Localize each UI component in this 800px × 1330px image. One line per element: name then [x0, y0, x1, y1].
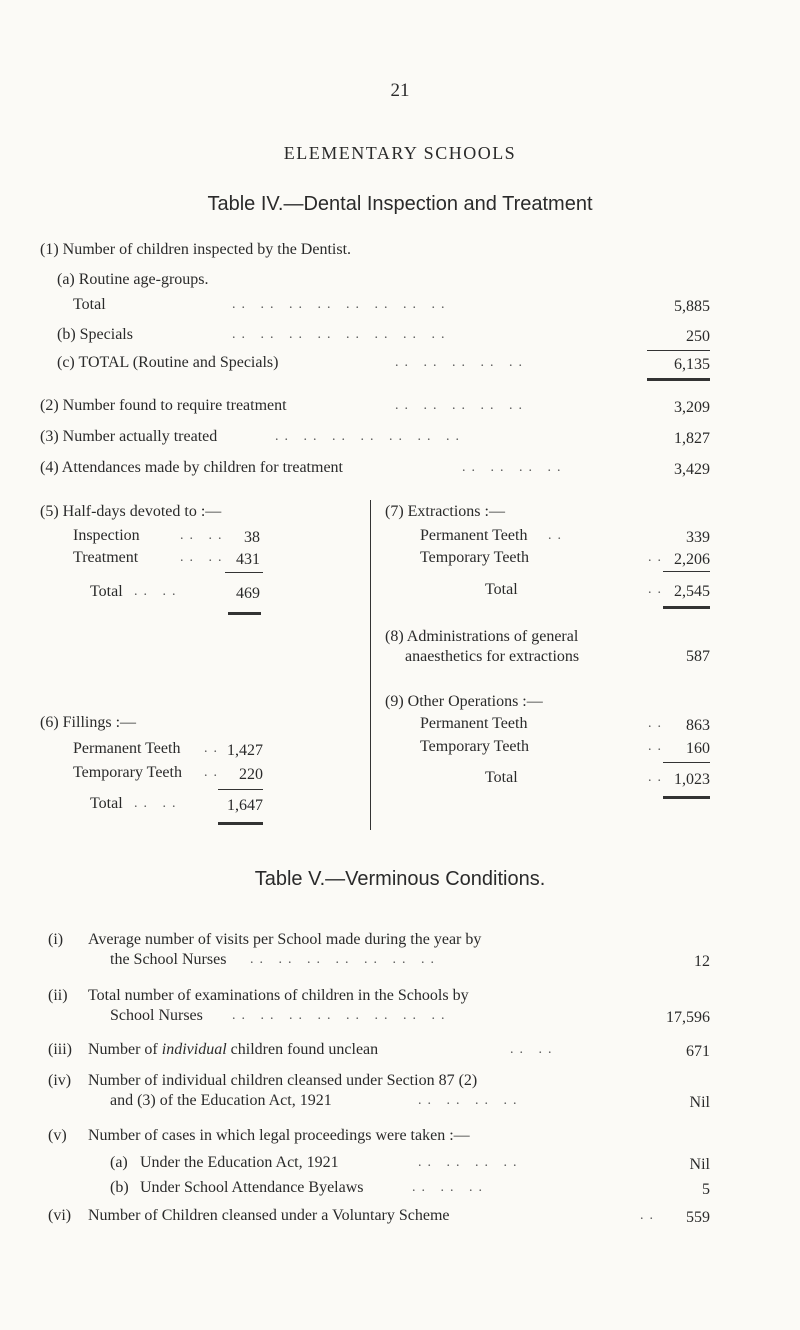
routine-label: (a) Routine age-groups.: [57, 271, 209, 288]
sum-rule: [225, 572, 263, 573]
leader-dots: .. .. .. ..: [462, 460, 567, 475]
verminous-item-i-line-1: Average number of visits per School made during the year by: [88, 931, 482, 948]
anaesthetics-value: 587: [686, 648, 710, 665]
total-rule: [647, 378, 710, 381]
leader-dots: .. .. .. .. .. .. ..: [250, 952, 440, 967]
item-2-label: (2) Number found to require treatment: [40, 397, 287, 414]
other-ops-heading: (9) Other Operations :—: [385, 693, 543, 710]
other-ops-temporary-value: 160: [686, 740, 710, 757]
leader-dots: ..: [204, 741, 223, 756]
verminous-item-ii-line-2: School Nurses: [110, 1007, 203, 1024]
leader-dots: ..: [204, 765, 223, 780]
verminous-item-i-value: 12: [694, 953, 710, 970]
item-number: (i): [48, 931, 64, 948]
item-2-value: 3,209: [674, 399, 710, 416]
item-number: (v): [48, 1127, 67, 1144]
halfdays-total-value: 469: [236, 585, 260, 602]
item-3-label: (3) Number actually treated: [40, 428, 218, 445]
item-4-value: 3,429: [674, 461, 710, 478]
verminous-item-iii-value: 671: [686, 1043, 710, 1060]
section-heading: ELEMENTARY SCHOOLS: [283, 143, 517, 163]
other-ops-total-value: 1,023: [674, 771, 710, 788]
other-ops-permanent-value: 863: [686, 717, 710, 734]
item-1-heading: (1) Number of children inspected by the Dentist.: [40, 241, 352, 258]
sub-item-label: (b): [110, 1179, 129, 1196]
fillings-heading: (6) Fillings :—: [40, 714, 137, 731]
verminous-item-v-b-label: Under School Attendance Byelaws: [140, 1179, 364, 1196]
leader-dots: ..: [640, 1208, 659, 1223]
other-ops-temporary-label: Temporary Teeth: [420, 738, 529, 755]
total-rule: [218, 822, 263, 825]
routine-total-label: Total: [73, 296, 106, 313]
leader-dots: .. .. .. ..: [418, 1155, 523, 1170]
fillings-total-value: 1,647: [227, 797, 263, 814]
page-number: 21: [390, 80, 410, 101]
table-v-title: Table V.—Verminous Conditions.: [254, 868, 546, 890]
verminous-item-v-b-value: 5: [702, 1181, 710, 1198]
column-divider: [370, 500, 371, 830]
leader-dots: .. ..: [134, 584, 182, 599]
verminous-item-vi-value: 559: [686, 1209, 710, 1226]
verminous-item-iii-line-1: [88, 1040, 378, 1060]
verminous-item-v-a-label: Under the Education Act, 1921: [140, 1154, 339, 1171]
extractions-temporary-label: Temporary Teeth: [420, 549, 529, 566]
halfdays-treatment-label: Treatment: [73, 549, 139, 566]
fillings-temporary-value: 220: [239, 766, 263, 783]
item-number: (ii): [48, 987, 68, 1004]
item-number: (iii): [48, 1041, 72, 1058]
extractions-permanent-value: 339: [686, 529, 710, 546]
anaesthetics-line-1: (8) Administrations of general: [385, 628, 579, 645]
leader-dots: .. .. .. .. ..: [395, 355, 528, 370]
verminous-item-v-a-value: Nil: [689, 1156, 710, 1173]
sum-rule: [663, 762, 710, 763]
emphasis: individual: [161, 1041, 227, 1058]
leader-dots: ..: [648, 716, 667, 731]
table-iv-title: Table IV.—Dental Inspection and Treatment: [207, 193, 593, 215]
leader-dots: .. .. .. .. .. .. .. ..: [232, 1008, 451, 1023]
total-rule: [663, 796, 710, 799]
leader-dots: ..: [648, 770, 667, 785]
extractions-total-value: 2,545: [674, 583, 710, 600]
extractions-heading: (7) Extractions :—: [385, 503, 505, 520]
total-label: (c) TOTAL (Routine and Specials): [57, 354, 279, 371]
verminous-item-iv-line-2: and (3) of the Education Act, 1921: [110, 1092, 332, 1109]
routine-total-value: 5,885: [674, 298, 710, 315]
item-number: (vi): [48, 1207, 72, 1224]
leader-dots: .. .. .. .. .. .. .. ..: [232, 297, 451, 312]
sub-item-label: (a): [110, 1154, 128, 1171]
leader-dots: .. ..: [180, 550, 228, 565]
leader-dots: ..: [648, 550, 667, 565]
halfdays-total-label: Total: [90, 583, 123, 600]
leader-dots: .. .. .. ..: [418, 1093, 523, 1108]
item-4-label: (4) Attendances made by children for treatment: [40, 459, 343, 476]
sum-rule: [647, 350, 710, 351]
sum-rule: [218, 789, 263, 790]
total-rule: [228, 612, 261, 615]
item-number: (iv): [48, 1072, 72, 1089]
verminous-item-iv-value: Nil: [689, 1094, 710, 1111]
verminous-item-i-line-2: the School Nurses: [110, 951, 227, 968]
specials-value: 250: [686, 328, 710, 345]
fillings-temporary-label: Temporary Teeth: [73, 764, 182, 781]
fillings-total-label: Total: [90, 795, 123, 812]
fillings-permanent-label: Permanent Teeth: [73, 740, 181, 757]
other-ops-permanent-label: Permanent Teeth: [420, 715, 528, 732]
halfdays-inspection-value: 38: [244, 529, 260, 546]
leader-dots: .. .. ..: [412, 1180, 488, 1195]
leader-dots: .. ..: [180, 528, 228, 543]
verminous-item-ii-value: 17,596: [666, 1009, 710, 1026]
extractions-temporary-value: 2,206: [674, 551, 710, 568]
extractions-permanent-label: Permanent Teeth: [420, 527, 528, 544]
text: Number of: [88, 1041, 162, 1058]
leader-dots: .. .. .. .. .. .. ..: [275, 429, 465, 444]
leader-dots: .. .. .. .. ..: [395, 398, 528, 413]
halfdays-treatment-value: 431: [236, 551, 260, 568]
anaesthetics-line-2: anaesthetics for extractions: [405, 648, 580, 665]
leader-dots: ..: [648, 582, 667, 597]
text: children found unclean: [226, 1041, 379, 1058]
verminous-item-v-line-1: Number of cases in which legal proceedings were taken :—: [88, 1127, 470, 1144]
extractions-total-label: Total: [485, 581, 518, 598]
halfdays-inspection-label: Inspection: [73, 527, 140, 544]
leader-dots: ..: [648, 739, 667, 754]
verminous-item-ii-line-1: Total number of examinations of children in the Schools by: [88, 987, 469, 1004]
verminous-item-vi-line-1: Number of Children cleansed under a Voluntary Scheme: [88, 1207, 450, 1224]
leader-dots: .. .. .. .. .. .. .. ..: [232, 327, 451, 342]
specials-label: (b) Specials: [57, 326, 133, 343]
halfdays-heading: (5) Half-days devoted to :—: [40, 503, 222, 520]
other-ops-total-label: Total: [485, 769, 518, 786]
total-rule: [663, 606, 710, 609]
verminous-item-iv-line-1: Number of individual children cleansed under Section 87 (2): [88, 1072, 478, 1089]
item-3-value: 1,827: [674, 430, 710, 447]
leader-dots: ..: [548, 528, 567, 543]
total-value: 6,135: [674, 356, 710, 373]
sum-rule: [663, 571, 710, 572]
fillings-permanent-value: 1,427: [227, 742, 263, 759]
leader-dots: .. ..: [134, 796, 182, 811]
leader-dots: .. ..: [510, 1042, 558, 1057]
